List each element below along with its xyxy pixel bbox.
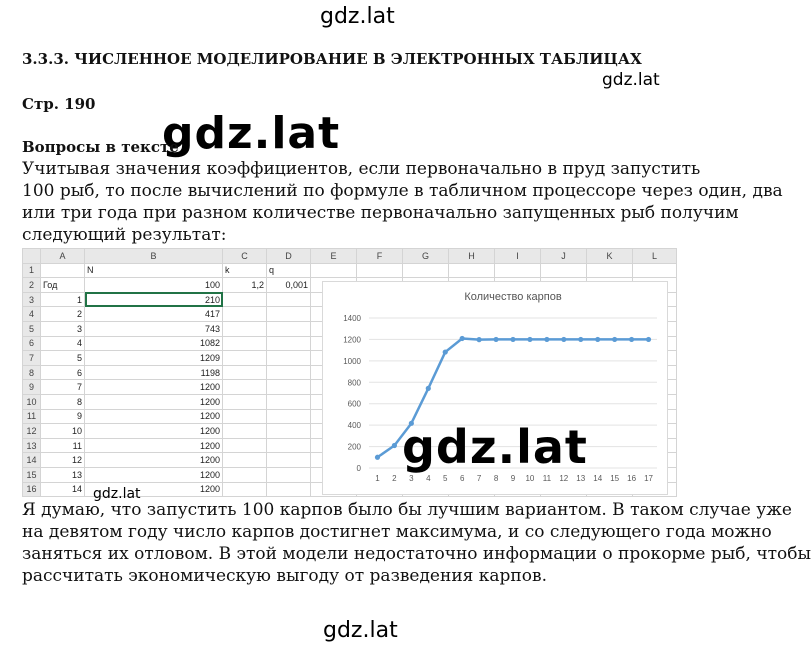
- empty-cell[interactable]: [587, 263, 633, 278]
- cell-a[interactable]: Год: [41, 278, 85, 293]
- cell-d[interactable]: 0,001: [267, 278, 311, 293]
- data-point: [595, 337, 600, 342]
- cell-a[interactable]: 7: [41, 380, 85, 395]
- conclusion-paragraph: [22, 499, 811, 587]
- cell-c[interactable]: [223, 453, 267, 468]
- cell-b[interactable]: 743: [85, 321, 223, 336]
- data-point: [561, 337, 566, 342]
- row-header[interactable]: 5: [23, 321, 41, 336]
- cell-c[interactable]: [223, 307, 267, 322]
- data-point: [426, 386, 431, 391]
- cell-c[interactable]: 1,2: [223, 278, 267, 293]
- x-tick-label: 3: [409, 474, 414, 483]
- empty-cell[interactable]: [403, 263, 449, 278]
- row-header[interactable]: 12: [23, 424, 41, 439]
- x-tick-label: 12: [559, 474, 569, 483]
- cell-c[interactable]: [223, 351, 267, 366]
- x-tick-label: 13: [576, 474, 586, 483]
- row-header[interactable]: 15: [23, 467, 41, 482]
- corner-cell[interactable]: [23, 249, 41, 264]
- data-point: [460, 336, 465, 341]
- cell-d[interactable]: [267, 380, 311, 395]
- y-tick-label: 1000: [343, 356, 361, 366]
- cell-c[interactable]: k: [223, 263, 267, 278]
- cell-c[interactable]: [223, 424, 267, 439]
- cell-c[interactable]: [223, 467, 267, 482]
- cell-d[interactable]: [267, 365, 311, 380]
- cell-a[interactable]: 6: [41, 365, 85, 380]
- cell-d[interactable]: [267, 351, 311, 366]
- column-header[interactable]: H: [449, 249, 495, 264]
- x-tick-label: 8: [493, 474, 499, 483]
- cell-a[interactable]: 3: [41, 321, 85, 336]
- cell-c[interactable]: [223, 438, 267, 453]
- page-number: Стр. 190: [22, 95, 96, 113]
- cell-b[interactable]: 417: [85, 307, 223, 322]
- x-tick-label: 5: [443, 474, 448, 483]
- cell-d[interactable]: q: [267, 263, 311, 278]
- table-row: [23, 263, 677, 278]
- empty-cell[interactable]: [311, 263, 357, 278]
- intro-line: следующий результат:: [22, 225, 227, 245]
- y-tick-label: 1400: [343, 314, 361, 323]
- cell-b[interactable]: 1200: [85, 394, 223, 409]
- cell-b[interactable]: 1200: [85, 453, 223, 468]
- cell-d[interactable]: [267, 321, 311, 336]
- intro-line: или три года при разном количестве первоначально запущенных рыб получим: [22, 203, 739, 223]
- cell-d[interactable]: [267, 307, 311, 322]
- x-tick-label: 14: [593, 474, 603, 483]
- row-header[interactable]: 1: [23, 263, 41, 278]
- row-header[interactable]: 11: [23, 409, 41, 424]
- y-tick-label: 800: [347, 378, 361, 388]
- column-header[interactable]: G: [403, 249, 449, 264]
- cell-d[interactable]: [267, 336, 311, 351]
- cell-a[interactable]: 5: [41, 351, 85, 366]
- x-tick-label: 10: [525, 474, 535, 483]
- cell-b[interactable]: 1198: [85, 365, 223, 380]
- watermark-bottom: gdz.lat: [323, 618, 398, 643]
- column-header[interactable]: B: [85, 249, 223, 264]
- cell-a[interactable]: 9: [41, 409, 85, 424]
- cell-d[interactable]: [267, 482, 311, 497]
- data-point: [375, 455, 380, 460]
- cell-a[interactable]: 12: [41, 453, 85, 468]
- column-header[interactable]: C: [223, 249, 267, 264]
- x-tick-label: 2: [392, 474, 397, 483]
- watermark-large-left: gdz.lat: [162, 108, 341, 159]
- cell-c[interactable]: [223, 336, 267, 351]
- conclusion-line: Я думаю, что запустить 100 карпов было бы лучшим вариантом. В таком случае уже: [22, 500, 792, 520]
- cell-a[interactable]: 4: [41, 336, 85, 351]
- cell-b[interactable]: 1200: [85, 438, 223, 453]
- cell-b[interactable]: 1200: [85, 409, 223, 424]
- watermark-small: gdz.lat: [93, 486, 141, 502]
- data-point: [527, 337, 532, 342]
- empty-cell[interactable]: [357, 263, 403, 278]
- cell-b[interactable]: 210: [85, 292, 223, 307]
- cell-b[interactable]: 1200: [85, 424, 223, 439]
- cell-b[interactable]: 1082: [85, 336, 223, 351]
- cell-d[interactable]: [267, 394, 311, 409]
- row-header[interactable]: 6: [23, 336, 41, 351]
- cell-d[interactable]: [267, 424, 311, 439]
- x-tick-label: 16: [627, 474, 637, 483]
- data-point: [629, 337, 634, 342]
- x-tick-label: 17: [644, 474, 653, 483]
- data-point: [578, 337, 583, 342]
- row-header[interactable]: 10: [23, 394, 41, 409]
- watermark-right: gdz.lat: [602, 70, 660, 90]
- cell-a[interactable]: 13: [41, 467, 85, 482]
- intro-line: 100 рыб, то после вычислений по формуле в табличном процессоре через один, два: [22, 181, 783, 201]
- x-tick-label: 15: [610, 474, 620, 483]
- cell-c[interactable]: [223, 292, 267, 307]
- row-header[interactable]: 16: [23, 482, 41, 497]
- row-header[interactable]: 3: [23, 292, 41, 307]
- cell-d[interactable]: [267, 453, 311, 468]
- x-tick-label: 11: [542, 474, 552, 483]
- conclusion-line: заняться их отловом. В этой модели недостаточно информации о прокорме рыб, чтобы: [22, 544, 811, 564]
- cell-c[interactable]: [223, 394, 267, 409]
- y-tick-label: 400: [347, 421, 361, 431]
- column-header[interactable]: I: [495, 249, 541, 264]
- row-header[interactable]: 8: [23, 365, 41, 380]
- data-point: [392, 443, 397, 448]
- x-tick-label: 9: [510, 474, 516, 483]
- empty-cell[interactable]: [633, 263, 677, 278]
- conclusion-line: рассчитать экономическую выгоду от разведения карпов.: [22, 566, 547, 586]
- column-header[interactable]: D: [267, 249, 311, 264]
- column-header[interactable]: E: [311, 249, 357, 264]
- data-point: [544, 337, 549, 342]
- chart-title: Количество карпов: [464, 291, 562, 303]
- cell-b[interactable]: N: [85, 263, 223, 278]
- empty-cell[interactable]: [495, 263, 541, 278]
- row-header[interactable]: 4: [23, 307, 41, 322]
- y-tick-label: 200: [347, 442, 361, 452]
- cell-b[interactable]: 1209: [85, 351, 223, 366]
- data-point: [477, 337, 482, 342]
- y-tick-label: 0: [356, 464, 361, 473]
- column-header[interactable]: L: [633, 249, 677, 264]
- empty-cell[interactable]: [449, 263, 495, 278]
- cell-a[interactable]: 8: [41, 394, 85, 409]
- conclusion-line: на девятом году число карпов достигнет максимума, и со следующего года можно: [22, 522, 772, 542]
- column-header[interactable]: J: [541, 249, 587, 264]
- x-tick-label: 1: [375, 474, 380, 483]
- row-header[interactable]: 14: [23, 453, 41, 468]
- cell-a[interactable]: 1: [41, 292, 85, 307]
- cell-d[interactable]: [267, 467, 311, 482]
- cell-b[interactable]: 1200: [85, 482, 223, 497]
- intro-line: Учитывая значения коэффициентов, если первоначально в пруд запустить: [22, 159, 701, 179]
- cell-c[interactable]: [223, 482, 267, 497]
- y-tick-label: 600: [347, 399, 361, 409]
- row-header[interactable]: 9: [23, 380, 41, 395]
- row-header[interactable]: 7: [23, 351, 41, 366]
- cell-a[interactable]: 14: [41, 482, 85, 497]
- cell-b[interactable]: 100: [85, 278, 223, 293]
- cell-b[interactable]: 1200: [85, 380, 223, 395]
- x-tick-label: 7: [476, 474, 482, 483]
- section-heading: 3.3.3. ЧИСЛЕННОЕ МОДЕЛИРОВАНИЕ В ЭЛЕКТРОННЫХ ТАБЛИЦАХ: [22, 50, 642, 68]
- column-header[interactable]: A: [41, 249, 85, 264]
- data-point: [443, 349, 448, 354]
- watermark-top: gdz.lat: [320, 4, 395, 29]
- cell-a[interactable]: 2: [41, 307, 85, 322]
- cell-c[interactable]: [223, 321, 267, 336]
- x-tick-label: 6: [459, 474, 465, 483]
- cell-d[interactable]: [267, 292, 311, 307]
- watermark-large-center: gdz.lat: [402, 420, 588, 474]
- empty-cell[interactable]: [541, 263, 587, 278]
- cell-d[interactable]: [267, 438, 311, 453]
- y-tick-label: 1200: [343, 335, 361, 345]
- data-point: [493, 337, 498, 342]
- intro-paragraph: [22, 158, 783, 246]
- data-point: [510, 337, 515, 342]
- x-tick-label: 4: [426, 474, 431, 483]
- cell-c[interactable]: [223, 409, 267, 424]
- cell-d[interactable]: [267, 409, 311, 424]
- column-header[interactable]: F: [357, 249, 403, 264]
- row-header[interactable]: 2: [23, 278, 41, 293]
- cell-c[interactable]: [223, 380, 267, 395]
- cell-b[interactable]: 1200: [85, 467, 223, 482]
- row-header[interactable]: 13: [23, 438, 41, 453]
- data-point: [612, 337, 617, 342]
- data-point: [646, 337, 651, 342]
- questions-title: Вопросы в тексте: [22, 138, 179, 156]
- column-header[interactable]: K: [587, 249, 633, 264]
- cell-c[interactable]: [223, 365, 267, 380]
- cell-a[interactable]: 10: [41, 424, 85, 439]
- cell-a[interactable]: [41, 263, 85, 278]
- cell-a[interactable]: 11: [41, 438, 85, 453]
